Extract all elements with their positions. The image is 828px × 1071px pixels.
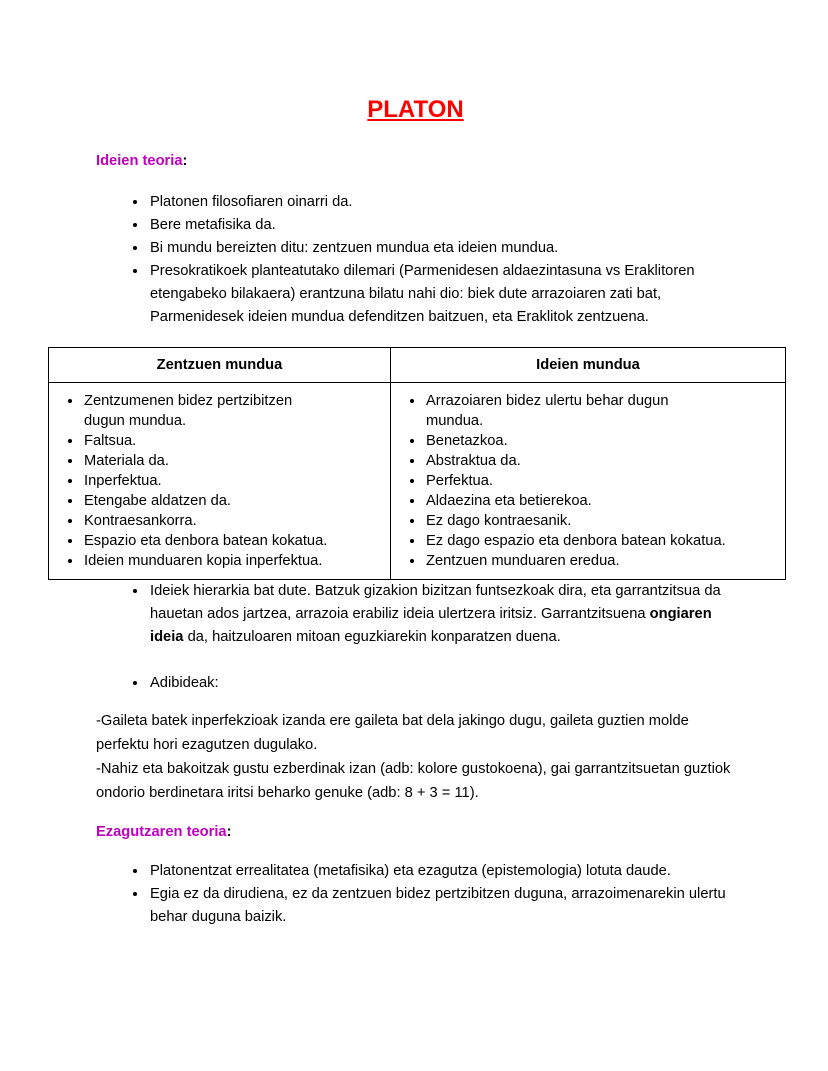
table-list-item: • Perfektua.: [425, 471, 777, 491]
example-paragraphs: [96, 709, 735, 805]
hierarchy-list: [96, 580, 735, 695]
ideien-teoria-list: [96, 191, 735, 329]
ezagutzaren-teoria-list: [96, 860, 735, 929]
table-list-item: • Materiala da.: [83, 451, 382, 471]
table-list-item: • Kontraesankorra.: [83, 511, 382, 531]
list-item: • Bere metafisika da.: [148, 214, 735, 237]
mundua-comparison-table: [48, 347, 786, 580]
table-list-item: • Etengabe aldatzen da.: [83, 491, 382, 511]
table-list-item: • Ez dago kontraesanik.: [425, 511, 777, 531]
list-item: [148, 580, 735, 649]
hierarchy-text-post: da, haitzuloaren mitoan eguzkiarekin konparatzen duena.: [183, 629, 561, 645]
table-list-item: • Ez dago espazio eta denbora batean kokatua.: [425, 531, 777, 551]
table-list-item: • Ideien munduaren kopia inperfektua.: [83, 551, 382, 571]
list-item: • Platonen filosofiaren oinarri da.: [148, 191, 735, 214]
table-header-zentzuen-mundua: Zentzuen mundua: [49, 348, 391, 383]
section-heading-ezagutzaren-teoria: [96, 821, 735, 844]
example-paragraph: -Nahiz eta bakoitzak gustu ezberdinak izan (adb: kolore gustokoena), gai garrantzitsuetan guztiok ondorio berdinetara iritsi beharko genuke (adb: 8 + 3 = 11).: [96, 761, 731, 801]
table-body-row: [49, 383, 786, 580]
section-heading-colon: :: [182, 153, 188, 169]
table-list-item: • Zentzuen munduaren eredua.: [425, 551, 777, 571]
table-list-item: • Aldaezina eta betierekoa.: [425, 491, 777, 511]
list-item-adibideak: • Adibideak:: [148, 672, 735, 695]
table-list-item: • Benetazkoa.: [425, 431, 777, 451]
table-list-item: • Inperfektua.: [83, 471, 382, 491]
example-paragraph: -Gaileta batek inperfekzioak izanda ere gaileta bat dela jakingo dugu, gaileta guztien molde perfektu hori ezagutzen dugulako.: [96, 713, 689, 753]
section-heading-text: Ideien teoria: [96, 153, 183, 169]
table-header-row: [49, 348, 786, 383]
table-list-item: • Abstraktua da.: [425, 451, 777, 471]
table-list-item: • Arrazoiaren bidez ulertu behar dugun mundua.: [425, 391, 706, 431]
section-heading-colon: :: [226, 824, 232, 840]
table-list-item: • Espazio eta denbora batean kokatua.: [83, 531, 382, 551]
list-item: • Platonentzat errealitatea (metafisika) eta ezagutza (epistemologia) lotuta daude.: [148, 860, 735, 883]
document-title: PLATON: [367, 96, 464, 123]
table-cell-ideien-mundua: [391, 383, 786, 580]
list-item: • Egia ez da dirudiena, ez da zentzuen bidez pertzibitzen duguna, arrazoimenarekin ulertu behar duguna baizik.: [148, 883, 735, 929]
table-list-item: • Zentzumenen bidez pertzibitzen dugun mundua.: [83, 391, 312, 431]
list-item: • Bi mundu bereizten ditu: zentzuen mundua eta ideien mundua.: [148, 237, 735, 260]
zentzuen-mundua-list: [53, 391, 382, 571]
table-cell-zentzuen-mundua: [49, 383, 391, 580]
table-header-ideien-mundua: Ideien mundua: [391, 348, 786, 383]
list-item: • Presokratikoek planteatutako dilemari (Parmenidesen aldaezintasuna vs Eraklitoren etengabeko bilakaera) erantzuna bilatu nahi dio: biek dute arrazoiaren zati bat, Parmenidesek ideien mundua defenditzen baitzuen, eta Eraklitok zentzuena.: [148, 260, 735, 329]
section-heading-ideien-teoria: [96, 150, 735, 173]
ideien-mundua-list: [395, 391, 777, 571]
table-list-item: • Faltsua.: [83, 431, 382, 451]
hierarchy-text-pre: Ideiek hierarkia bat dute. Batzuk gizakion bizitzan funtsezkoak dira, eta garrantzitsua da hauetan ados jartzea, arrazoia erabiliz ideia ulertzera iritsiz. Garrantzitsuena: [150, 583, 721, 622]
section-heading-text: Ezagutzaren teoria: [96, 824, 227, 840]
hierarchy-text-bold: ongiaren ideia: [150, 606, 712, 645]
